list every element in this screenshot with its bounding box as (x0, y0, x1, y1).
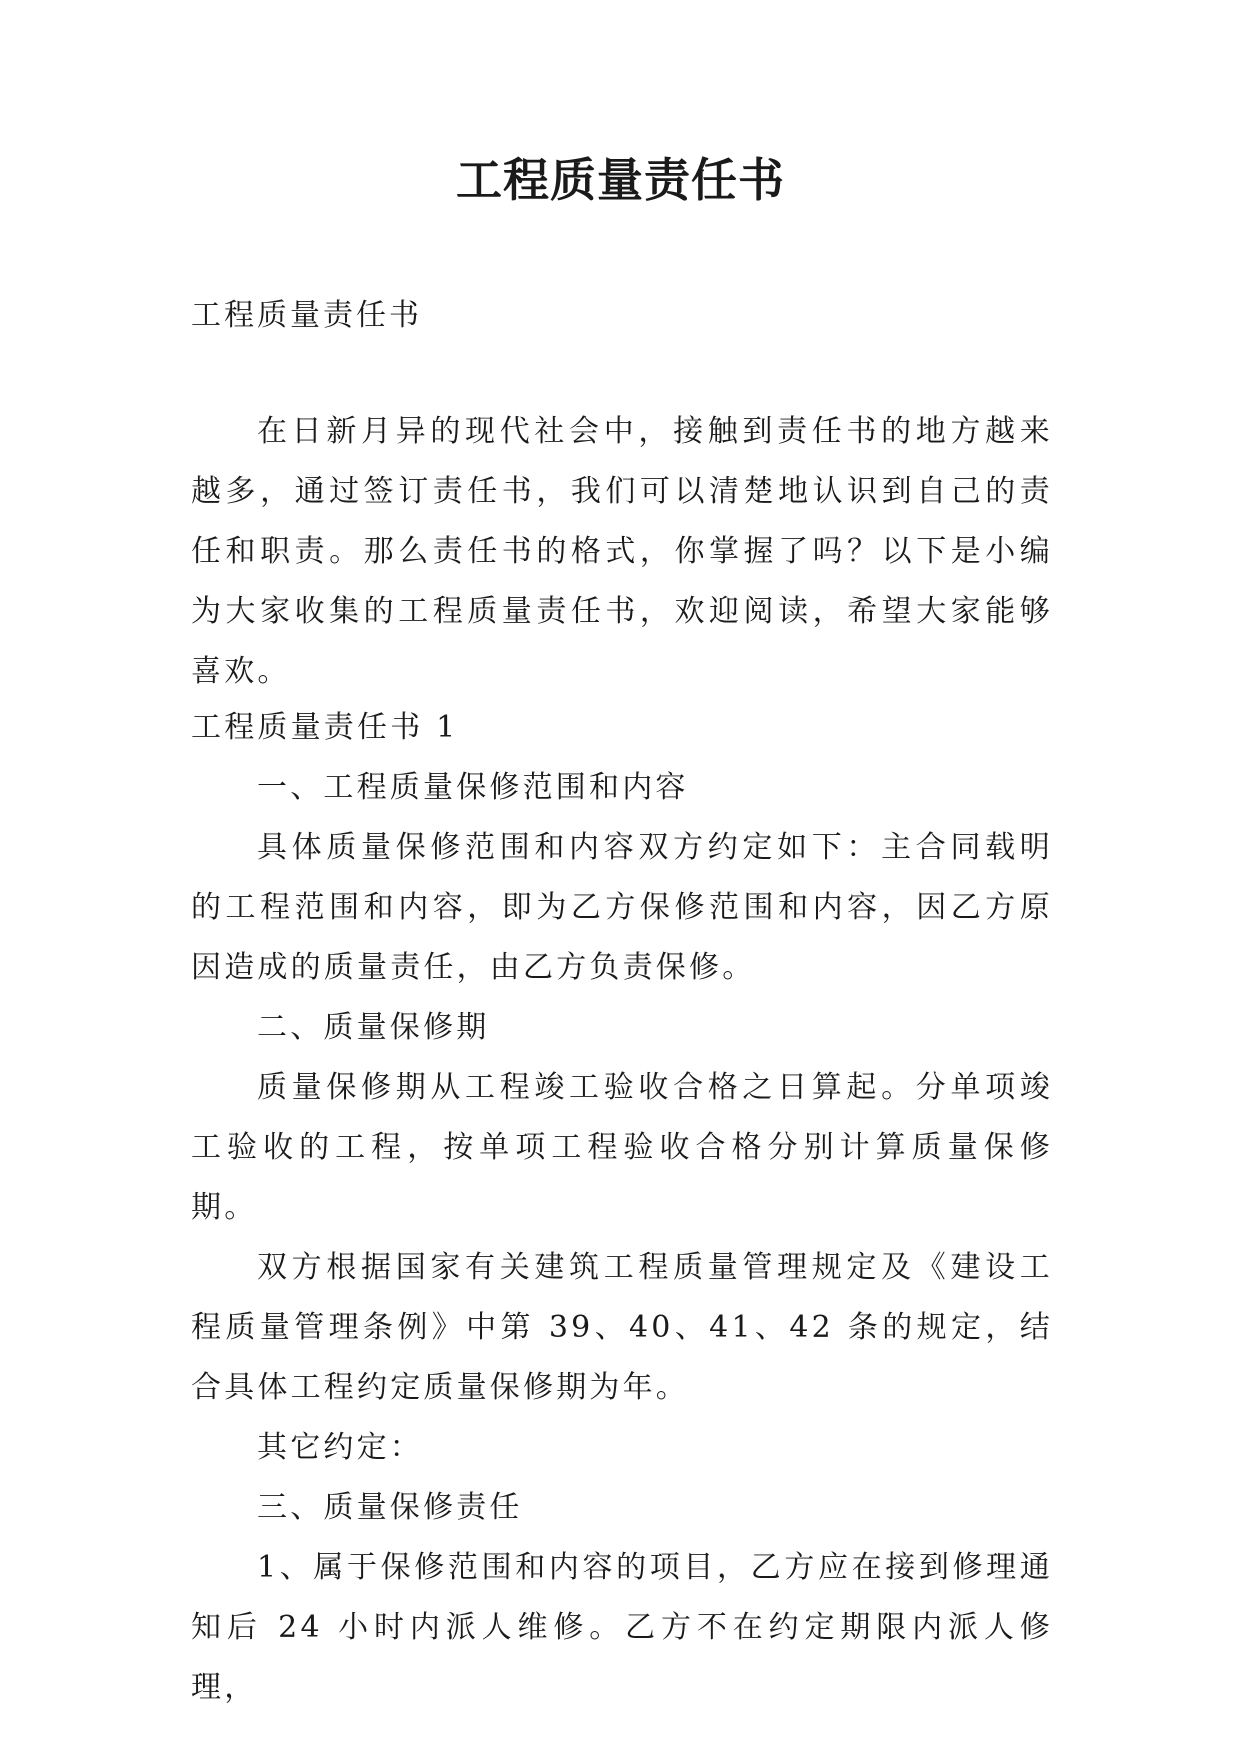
paragraph-other-terms: 其它约定： (257, 1430, 423, 1465)
paragraph-period-content: 质量保修期从工程竣工验收合格之日算起。分单项竣工验收的工程，按单项工程验收合格分别计算质量保修期。 (191, 1070, 1053, 1225)
document-title: 工程质量责任书 (456, 153, 785, 207)
body-block (191, 698, 1053, 1718)
paragraph-period-regulation: 双方根据国家有关建筑工程质量管理规定及《建设工程质量管理条例》中第 39、40、41、42 条的规定，结合具体工程约定质量保修期为年。 (191, 1250, 1053, 1405)
intro-block (191, 402, 1053, 702)
paragraph-responsibility-heading: 三、质量保修责任 (257, 1490, 523, 1525)
intro-paragraph: 在日新月异的现代社会中，接触到责任书的地方越来越多，通过签订责任书，我们可以清楚地认识到自己的责任和职责。那么责任书的格式，你掌握了吗？以下是小编为大家收集的工程质量责任书，欢迎阅读，希望大家能够喜欢。 (191, 414, 1053, 689)
paragraph-scope-heading: 一、工程质量保修范围和内容 (257, 770, 689, 805)
paragraph-scope-content: 具体质量保修范围和内容双方约定如下：主合同载明的工程范围和内容，即为乙方保修范围和内容，因乙方原因造成的质量责任，由乙方负责保修。 (191, 830, 1053, 985)
paragraph-responsibility-item-1: 1、属于保修范围和内容的项目，乙方应在接到修理通知后 24 小时内派人维修。乙方不在约定期限内派人修理， (191, 1550, 1053, 1705)
document-subtitle: 工程质量责任书 (191, 298, 422, 333)
paragraph-period-heading: 二、质量保修期 (257, 1010, 490, 1045)
section-heading: 工程质量责任书 1 (191, 710, 459, 745)
